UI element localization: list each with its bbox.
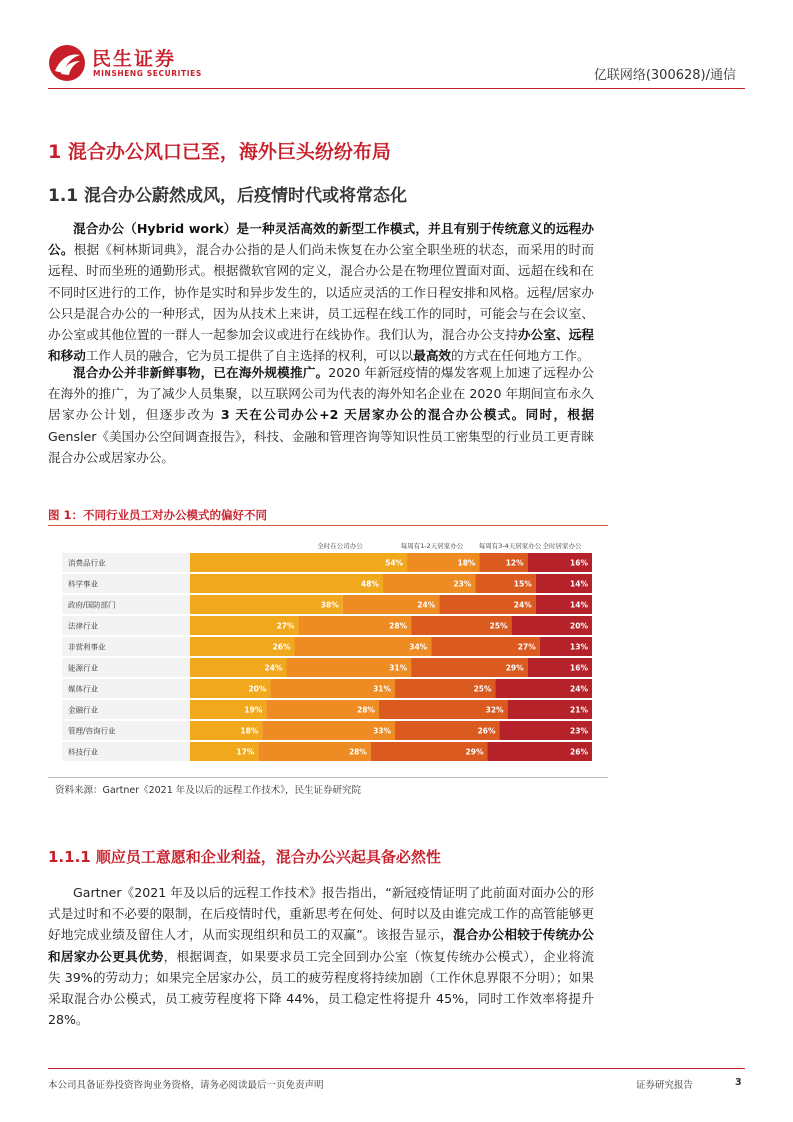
para1-run-5: 的方式在任何地方工作。 [451,348,590,364]
bar-value-label-5-3: 16% [570,663,588,673]
row-separator-2 [62,614,592,616]
bar-value-label-8-1: 33% [373,726,392,736]
row-separator-8 [62,740,592,742]
bar-value-label-4-0: 26% [272,642,291,652]
bar-value-label-0-3: 16% [570,558,588,568]
bar-1-0 [190,574,383,593]
minsheng-logo-icon [48,44,86,82]
para1-run-4: 最高效 [413,348,451,364]
para1-run-3: 工作人员的融合，它为员工提供了自主选择的权利，可以以 [85,348,414,364]
bar-value-label-7-1: 28% [356,705,375,715]
category-label-2: 政府/国防部门 [68,600,116,610]
row-separator-5 [62,677,592,679]
para1-run-1: 根据《柯林斯词典》，混合办公指的是人们尚未恢复在办公室全职坐班的状态，而采用的时而远程、时而坐班的通勤形式。根据微软官网的定义，混合办公是在物理位置面对面、远超在线和在不同时区进行的工作，协作是实时和异步发生的，以适应灵活的工作日程安排和风格。远程/居家办公只是混合办公的一种形式，因为从技术上来讲，员工远程在线工作的同时，可能会与在会议室、办公室或其他位置的一群人一起参加会议或进行在线协作。我们认为，混合办公支持 [48,242,594,343]
category-label-8: 管理/咨询行业 [68,726,116,736]
footer-doc-type: 证券研究报告 [636,1080,694,1091]
category-label-4: 非营利事业 [68,642,106,652]
figure-bottom-divider [48,777,608,778]
bar-value-label-3-0: 27% [276,621,295,631]
bar-value-label-8-0: 18% [240,726,259,736]
bar-value-label-6-3: 24% [570,684,588,694]
paragraph-hybrid-work-definition [48,218,594,366]
bar-value-label-2-0: 38% [320,600,339,610]
header-divider [48,88,745,89]
bar-value-label-9-2: 29% [465,747,484,757]
para1-run-0: 混合办公（Hybrid work）是一种灵活高效的新型工作模式，并且有别于传统意义的远程办公。 [48,221,594,258]
row-separator-3 [62,635,592,637]
bar-value-label-4-2: 27% [517,642,536,652]
footer-disclaimer: 本公司具备证券投资咨询业务资格，请务必阅读最后一页免责声明 [48,1080,324,1091]
report-subject: 亿联网络(300628)/通信 [593,68,736,83]
category-label-5: 能源行业 [68,663,98,673]
bar-value-label-2-1: 24% [417,600,436,610]
bar-value-label-2-2: 24% [513,600,532,610]
row-separator-0 [62,572,592,574]
work-mode-preference-chart [62,537,592,769]
bar-value-label-5-2: 29% [505,663,524,673]
category-label-0: 消费品行业 [68,558,106,568]
brand-name-en: MINSHENG SECURITIES [93,69,202,78]
bar-value-label-6-1: 31% [373,684,392,694]
para3-run-0: Gartner《2021 年及以后的远程工作技术》报告指出，“新冠疫情证明了此前面对面办公的形式是过时和不必要的限制，在后疫情时代，重新思考在何处、何时以及由谁完成工作的高管能够更好地完成业绩及留住人才，从而实现组织和员工的双赢”。该报告显示， [48,885,594,943]
bar-value-label-3-1: 28% [389,621,408,631]
paragraph-gartner-findings [48,882,594,1030]
row-separator-9 [62,761,592,763]
footer-divider [48,1068,745,1069]
category-label-6: 媒体行业 [68,684,98,694]
legend-label-2: 每周有3-4天居家办公 [478,542,542,550]
para3-run-1: 混合办公相较于传统办公和居家办公更具优势 [48,927,595,964]
para2-run-3: Gensler《美国办公空间调查报告》，科技、金融和管理咨询等知识性员工密集型的行业员工更青睐混合办公或居家办公。 [48,428,594,465]
legend-label-0: 全时在公司办公 [317,542,363,550]
paragraph-overseas-adoption [48,362,594,468]
legend-label-3: 全时居家办公 [542,542,582,550]
para2-run-0: 混合办公并非新鲜事物，已在海外规模推广。 [73,365,329,380]
bar-value-label-1-2: 15% [513,579,532,589]
section-1-1-title: 1.1 混合办公蔚然成风，后疫情时代或将常态化 [48,186,408,206]
bar-value-label-9-3: 26% [570,747,588,757]
bar-value-label-7-2: 32% [485,705,504,715]
bar-0-0 [190,553,407,572]
row-separator-7 [62,719,592,721]
bar-value-label-9-1: 28% [348,747,367,757]
bar-value-label-1-1: 23% [453,579,472,589]
bar-value-label-8-2: 26% [477,726,496,736]
bar-value-label-5-1: 31% [389,663,408,673]
bar-value-label-4-1: 34% [409,642,428,652]
bar-value-label-0-1: 18% [457,558,476,568]
bar-value-label-0-2: 12% [505,558,524,568]
bar-value-label-4-3: 13% [570,642,588,652]
category-label-7: 金融行业 [68,705,98,715]
legend-label-1: 每周有1-2天居家办公 [400,542,464,550]
figure-1-source: 资料来源：Gartner《2021 年及以后的远程工作技术》，民生证券研究院 [55,785,362,796]
row-separator-6 [62,698,592,700]
bar-value-label-0-0: 54% [385,558,404,568]
bar-value-label-6-0: 20% [248,684,267,694]
para3-run-2: ，根据调查，如果要求员工完全回到办公室（恢复传统办公模式），企业将流失 39%的劳动力；如果完全居家办公，员工的疲劳程度将持续加剧（工作休息界限不分明）；如果采取混合办公模式，员工疲劳程度将下降 44%，员工稳定性将提升 45%，同时工作效率将提升 28%。 [48,948,595,1028]
bar-value-label-3-3: 20% [570,621,588,631]
bar-value-label-6-2: 25% [473,684,492,694]
bar-value-label-5-0: 24% [264,663,283,673]
figure-top-divider [48,525,608,526]
para2-run-2: 3 天在公司办公+2 天居家办公的混合办公模式。同时，根据 [220,407,594,423]
section-1-1-1-title: 1.1.1 顺应员工意愿和企业利益，混合办公兴起具备必然性 [48,848,441,866]
brand-name-cn: 民生证券 [92,48,177,70]
bar-value-label-7-0: 19% [244,705,263,715]
bar-value-label-7-3: 21% [570,705,588,715]
bar-value-label-8-3: 23% [570,726,588,736]
bar-value-label-1-3: 14% [570,579,588,589]
bar-value-label-1-0: 48% [361,579,379,589]
category-label-1: 科学事业 [68,579,98,589]
section-1-title: 1 混合办公风口已至，海外巨头纷纷布局 [48,141,391,163]
row-separator-4 [62,656,592,658]
category-label-3: 法律行业 [68,621,98,631]
category-label-9: 科技行业 [68,747,98,757]
bar-value-label-3-2: 25% [489,621,508,631]
row-separator-1 [62,593,592,595]
bar-value-label-2-3: 14% [570,600,588,610]
para1-run-2: 办公室、远程和移动 [48,327,595,364]
figure-1-title: 图 1：不同行业员工对办公模式的偏好不同 [48,508,268,522]
bar-value-label-9-0: 17% [236,747,255,757]
para2-run-1: 2020 年新冠疫情的爆发客观上加速了远程办公在海外的推广，为了减少人员集聚，以互联网公司为代表的海外知名企业在 2020 年期间宣布永久居家办公计划，但逐步改为 [48,365,594,423]
page-number: 3 [735,1077,742,1088]
